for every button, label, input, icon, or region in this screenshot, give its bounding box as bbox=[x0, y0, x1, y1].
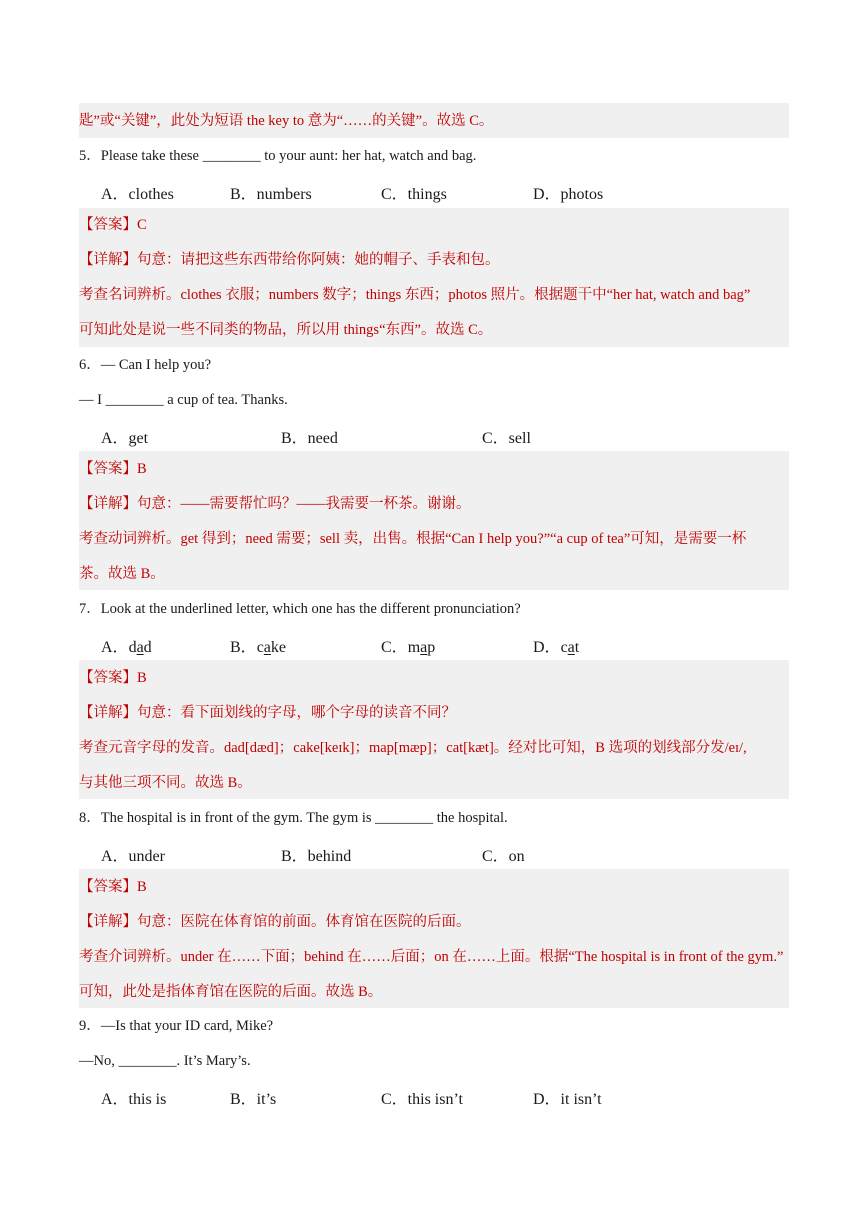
option-label: A． bbox=[101, 639, 129, 656]
word-part: ke bbox=[270, 639, 287, 656]
q7-option-a bbox=[101, 634, 152, 657]
q7-option-b bbox=[230, 634, 286, 657]
q5-option-a: A．clothes bbox=[101, 186, 174, 203]
q8-explanation-line: 【详解】句意：医院在体育馆的前面。体育馆在医院的后面。 bbox=[79, 914, 471, 930]
q8-stem: 8．The hospital is in front of the gym. The gym is ________ the hospital. bbox=[79, 810, 508, 826]
q5-option-c: C．things bbox=[381, 186, 447, 203]
underlined-letter: a bbox=[420, 639, 428, 656]
q7-explanation-line: 与其他三项不同。故选 B。 bbox=[79, 775, 252, 791]
option-label: C． bbox=[381, 639, 408, 656]
word-part: d bbox=[143, 639, 152, 656]
q6-explanation-line: 【详解】句意：——需要帮忙吗？——我需要一杯茶。谢谢。 bbox=[79, 496, 471, 512]
word-part: m bbox=[407, 639, 421, 656]
option-label: D． bbox=[533, 639, 561, 656]
option-label: B． bbox=[230, 639, 257, 656]
q6-answer: 【答案】B bbox=[79, 461, 147, 477]
q8-option-b: B．behind bbox=[281, 848, 352, 865]
q8-option-a: A．under bbox=[101, 848, 165, 865]
q4-explanation-line: 匙”或“关键”，此处为短语 the key to 意为“……的关键”。故选 C。 bbox=[79, 113, 494, 129]
q6-explanation-line: 考查动词辨析。get 得到；need 需要；sell 卖，出售。根据“Can I help you?”“a cup of tea”可知，是需要一杯 bbox=[79, 531, 747, 547]
q6-explanation-line: 茶。故选 B。 bbox=[79, 566, 165, 582]
underlined-letter: a bbox=[263, 639, 271, 656]
word-part: p bbox=[427, 639, 436, 656]
q5-option-b: B．numbers bbox=[230, 186, 312, 203]
q6-option-a: A．get bbox=[101, 430, 149, 447]
q5-explanation-line: 可知此处是说一些不同类的物品，所以用 things“东西”。故选 C。 bbox=[79, 322, 493, 338]
q9-option-a: A．this is bbox=[101, 1091, 167, 1108]
q7-explanation-line: 考查元音字母的发音。dad[dæd]；cake[keɪk]；map[mæp]；cat[kæt]。经对比可知，B 选项的划线部分发/eɪ/, bbox=[79, 740, 747, 756]
q9-option-d: D．it isn’t bbox=[533, 1091, 602, 1108]
q8-explanation-line: 可知，此处是指体育馆在医院的后面。故选 B。 bbox=[79, 984, 383, 1000]
q8-option-c: C．on bbox=[482, 848, 525, 865]
q7-option-d bbox=[533, 634, 579, 657]
q8-explanation-line: 考查介词辨析。under 在……下面；behind 在……后面；on 在……上面。根据“The hospital is in front of the gym.” bbox=[79, 949, 784, 965]
q8-answer: 【答案】B bbox=[79, 879, 147, 895]
q9-stem-line: 9．—Is that your ID card, Mike? bbox=[79, 1018, 274, 1034]
q7-explanation-line: 【详解】句意：看下面划线的字母，哪个字母的读音不同？ bbox=[79, 705, 456, 721]
q5-explanation-line: 考查名词辨析。clothes 衣服；numbers 数字；things 东西；photos 照片。根据题干中“her hat, watch and bag” bbox=[79, 287, 751, 303]
underlined-letter: a bbox=[567, 639, 575, 656]
q7-stem: 7．Look at the underlined letter, which one has the different pronunciation? bbox=[79, 601, 521, 617]
q7-answer: 【答案】B bbox=[79, 670, 147, 686]
word-part: c bbox=[560, 639, 568, 656]
word-part: t bbox=[574, 639, 580, 656]
q6-stem-line: 6．— Can I help you? bbox=[79, 357, 212, 373]
q5-option-d: D．photos bbox=[533, 186, 604, 203]
underlined-letter: a bbox=[136, 639, 144, 656]
q9-stem-line: —No, ________. It’s Mary’s. bbox=[79, 1053, 251, 1069]
q7-option-c bbox=[381, 634, 435, 657]
q5-stem: 5．Please take these ________ to your aunt: her hat, watch and bag. bbox=[79, 148, 477, 164]
q6-stem-line: — I ________ a cup of tea. Thanks. bbox=[79, 392, 288, 408]
word-part: c bbox=[256, 639, 264, 656]
q5-explanation-line: 【详解】句意：请把这些东西带给你阿姨：她的帽子、手表和包。 bbox=[79, 252, 500, 268]
q5-answer: 【答案】C bbox=[79, 217, 147, 233]
word-part: d bbox=[128, 639, 137, 656]
q9-option-b: B．it’s bbox=[230, 1091, 277, 1108]
q9-option-c: C．this isn’t bbox=[381, 1091, 463, 1108]
q6-option-c: C．sell bbox=[482, 430, 531, 447]
q6-option-b: B．need bbox=[281, 430, 338, 447]
